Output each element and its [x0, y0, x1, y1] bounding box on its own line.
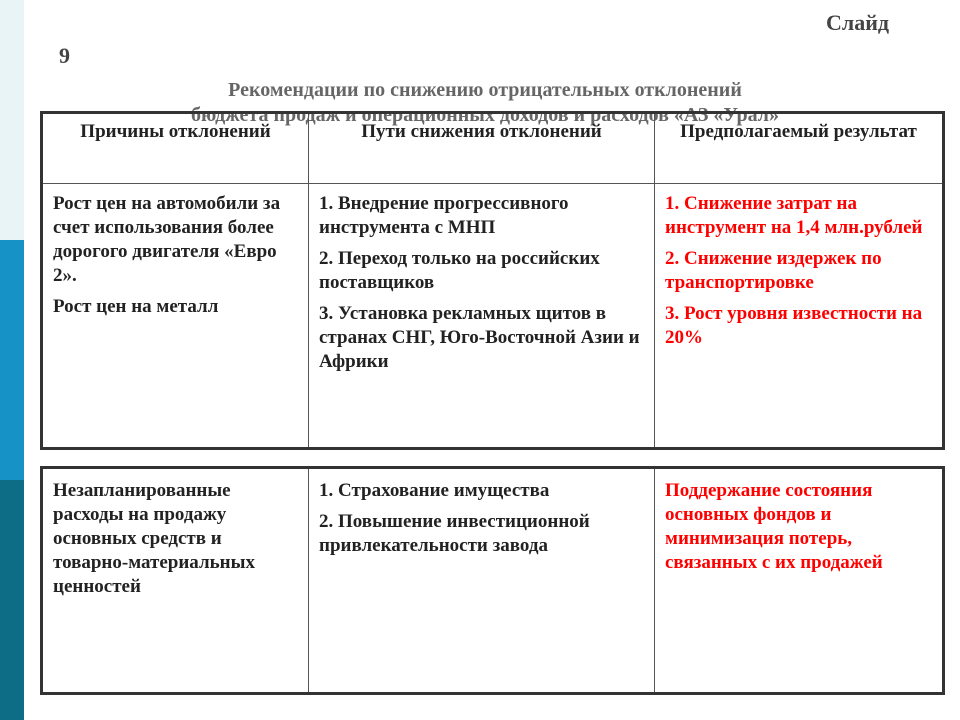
result-item: 3. Рост уровня известности на 20% [665, 303, 923, 348]
recommendations-table-1 [40, 111, 945, 450]
cause-item: Незапланированные расходы на продажу основных средств и товарно-материальных ценностей [53, 480, 255, 597]
table-row [42, 184, 944, 449]
recommendations-table-2 [40, 466, 945, 695]
way-item: 1. Страхование имущества [319, 480, 550, 501]
result-cell [655, 184, 944, 449]
decor-stripe-light [0, 0, 24, 240]
header-ways: Пути снижения отклонений [309, 113, 655, 184]
slide-label: Слайд [826, 10, 890, 35]
ways-cell [309, 468, 655, 694]
result-cell [655, 468, 944, 694]
table-row [42, 468, 944, 694]
cause-item: Рост цен на автомобили за счет использования более дорогого двигателя «Евро 2». [53, 193, 281, 286]
result-item: 2. Снижение издержек по транспортировке [665, 248, 882, 293]
header-result: Предполагаемый результат [655, 113, 944, 184]
cause-item: Рост цен на металл [53, 296, 219, 317]
way-item: 3. Установка рекламных щитов в странах СНГ, Юго-Восточной Азии и Африки [319, 303, 640, 372]
result-item: 1. Снижение затрат на инструмент на 1,4 млн.рублей [665, 193, 923, 238]
causes-cell [42, 184, 309, 449]
table-header-row [42, 113, 944, 184]
causes-cell [42, 468, 309, 694]
header-causes: Причины отклонений [42, 113, 309, 184]
slide-title-line1: Рекомендации по снижению отрицательных отклонений [228, 79, 742, 101]
way-item: 2. Повышение инвестиционной привлекательности завода [319, 511, 590, 556]
decor-stripe-dark [0, 480, 24, 720]
way-item: 1. Внедрение прогрессивного инструмента с МНП [319, 193, 569, 238]
slide-title-line2: бюджета продаж и операционных доходов и расходов «АЗ «Урал» [191, 104, 779, 126]
slide-number: 9 [59, 43, 70, 68]
result-item: Поддержание состояния основных фондов и минимизация потерь, связанных с их продажей [665, 480, 883, 573]
way-item: 2. Переход только на российских поставщиков [319, 248, 600, 293]
decor-stripe-mid [0, 240, 24, 480]
ways-cell [309, 184, 655, 449]
